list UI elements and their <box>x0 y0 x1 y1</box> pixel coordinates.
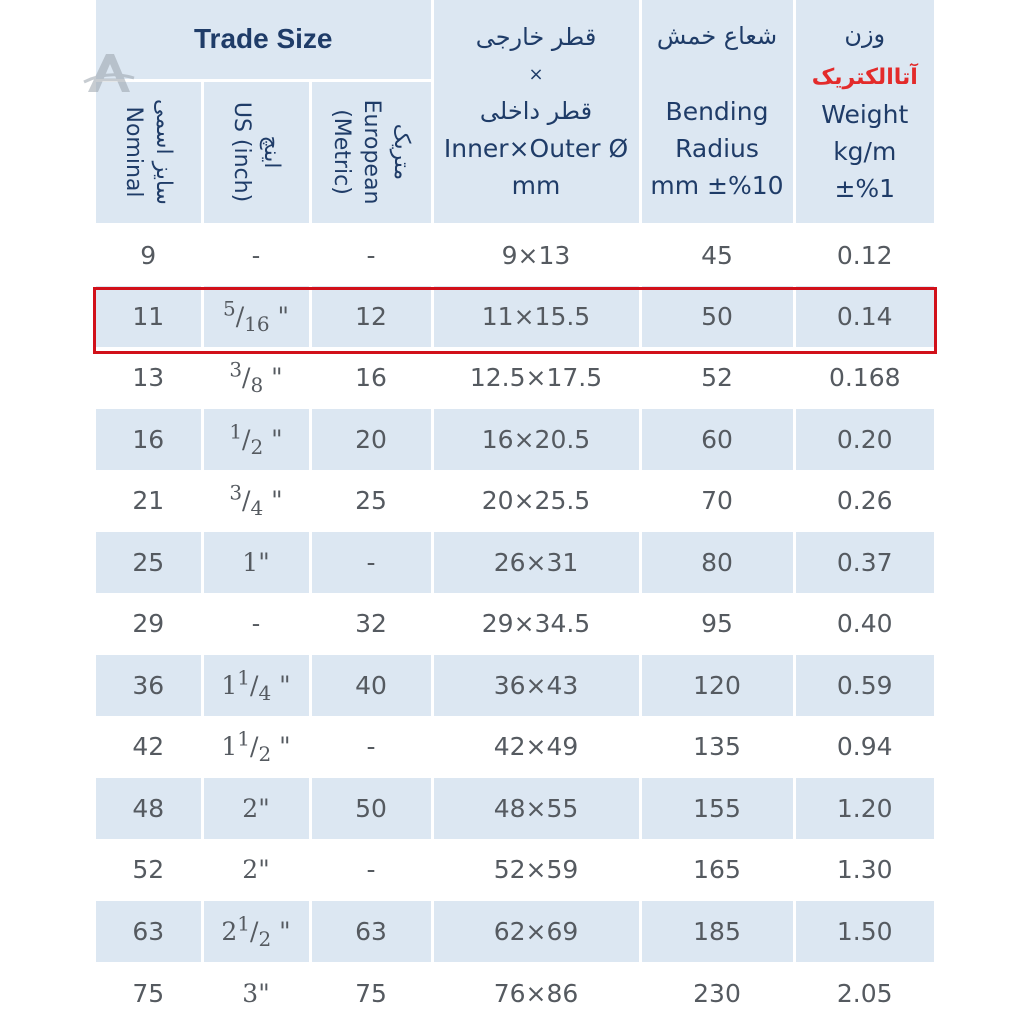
inner-outer-cell: 9×13 <box>432 224 640 286</box>
metric-cell: 16 <box>310 347 432 409</box>
fraction-denominator: 4 <box>258 680 272 705</box>
us-inch-heading <box>202 80 310 224</box>
inner-outer-cell: 11×15.5 <box>432 286 640 348</box>
table-row <box>96 962 934 1024</box>
us-inch-fraction: $1^1/_2$ " <box>221 727 291 767</box>
nominal-cell: 52 <box>96 839 202 901</box>
inner-outer-label: Inner×Outer Ø <box>443 133 629 163</box>
table-row <box>96 409 934 471</box>
metric-cell: - <box>310 224 432 286</box>
nominal-label-fa: سایز اسمی <box>151 99 177 205</box>
us-inch-cell <box>202 470 310 532</box>
us-inch-fraction: $2^1/_2$ " <box>221 911 291 951</box>
european-metric-heading <box>310 80 432 224</box>
bending-radius-cell: 60 <box>640 409 794 471</box>
us-inch-cell <box>202 532 310 594</box>
watermark-logo-icon <box>80 48 138 104</box>
inner-outer-cell: 62×69 <box>432 901 640 963</box>
nominal-cell: 11 <box>96 286 202 348</box>
bending-radius-label-fa: شعاع خمش <box>656 22 778 51</box>
weight-cell: 0.12 <box>794 224 934 286</box>
outer-diameter-label-fa: قطر خارجی <box>475 22 597 51</box>
us-inch-value: 2" <box>242 855 270 885</box>
inner-outer-cell: 36×43 <box>432 655 640 717</box>
us-inch-cell <box>202 962 310 1024</box>
us-inch-fraction: $^5/_{16}$ " <box>222 296 290 336</box>
weight-cell: 0.37 <box>794 532 934 594</box>
us-inch-cell <box>202 286 310 348</box>
us-inch-value: - <box>251 240 261 270</box>
weight-cell: 0.168 <box>794 347 934 409</box>
fraction-denominator: 4 <box>250 496 264 521</box>
diameter-heading <box>432 0 640 224</box>
us-inch-label: US (inch) <box>229 101 254 203</box>
weight-heading <box>794 0 934 224</box>
weight-cell: 2.05 <box>794 962 934 1024</box>
table-row <box>96 593 934 655</box>
bending-radius-cell: 50 <box>640 286 794 348</box>
fraction-numerator: 1 <box>237 911 250 936</box>
us-inch-cell <box>202 901 310 963</box>
weight-unit: kg/m <box>833 136 897 166</box>
fraction-denominator: 16 <box>244 311 270 336</box>
bending-radius-heading <box>640 0 794 224</box>
nominal-cell: 42 <box>96 716 202 778</box>
inner-outer-cell: 48×55 <box>432 778 640 840</box>
metric-cell: 63 <box>310 901 432 963</box>
us-inch-value: 1" <box>242 547 270 577</box>
table-row <box>96 778 934 840</box>
us-inch-cell <box>202 224 310 286</box>
inner-outer-cell: 29×34.5 <box>432 593 640 655</box>
us-inch-cell <box>202 716 310 778</box>
us-inch-value: 3" <box>242 978 270 1008</box>
conduit-spec-table <box>96 0 934 1024</box>
nominal-cell: 63 <box>96 901 202 963</box>
metric-cell: - <box>310 716 432 778</box>
bending-radius-cell: 185 <box>640 901 794 963</box>
spec-sheet <box>96 0 934 1024</box>
table-row <box>96 224 934 286</box>
bending-radius-cell: 230 <box>640 962 794 1024</box>
metric-cell: 25 <box>310 470 432 532</box>
us-inch-fraction: $^1/_2$ " <box>229 419 283 459</box>
fraction-numerator: 5 <box>222 296 236 321</box>
european-label: European <box>359 99 384 205</box>
bending-radius-cell: 165 <box>640 839 794 901</box>
us-inch-label-fa: اینچ <box>259 135 284 169</box>
nominal-cell: 25 <box>96 532 202 594</box>
inner-outer-cell: 42×49 <box>432 716 640 778</box>
bending-radius-unit: mm ±%10 <box>650 171 784 201</box>
bending-radius-cell: 52 <box>640 347 794 409</box>
us-inch-fraction: $^3/_8$ " <box>229 358 283 398</box>
weight-cell: 0.59 <box>794 655 934 717</box>
us-inch-value: - <box>251 609 261 639</box>
fraction-denominator: 2 <box>258 926 272 951</box>
nominal-cell: 16 <box>96 409 202 471</box>
inner-outer-cell: 20×25.5 <box>432 470 640 532</box>
metric-label: (Metric) <box>329 109 354 195</box>
nominal-cell: 21 <box>96 470 202 532</box>
weight-cell: 1.30 <box>794 839 934 901</box>
inner-outer-cell: 76×86 <box>432 962 640 1024</box>
nominal-cell: 75 <box>96 962 202 1024</box>
weight-tolerance: ±%1 <box>834 173 896 203</box>
weight-cell: 0.26 <box>794 470 934 532</box>
weight-cell: 0.94 <box>794 716 934 778</box>
metric-cell: 32 <box>310 593 432 655</box>
table-row <box>96 347 934 409</box>
fraction-denominator: 8 <box>250 373 264 398</box>
weight-cell: 0.14 <box>794 286 934 348</box>
weight-cell: 0.20 <box>794 409 934 471</box>
table-row <box>96 716 934 778</box>
table-body <box>96 224 934 1024</box>
metric-label-fa: متریک <box>389 123 414 181</box>
nominal-cell: 13 <box>96 347 202 409</box>
fraction-numerator: 3 <box>229 481 243 506</box>
table-row <box>96 286 934 348</box>
bending-radius-cell: 155 <box>640 778 794 840</box>
table-row <box>96 532 934 594</box>
bending-radius-cell: 120 <box>640 655 794 717</box>
us-inch-cell <box>202 778 310 840</box>
table-header <box>96 0 934 224</box>
weight-cell: 1.20 <box>794 778 934 840</box>
us-inch-cell <box>202 839 310 901</box>
weight-label-fa: وزن <box>844 19 886 48</box>
table-row <box>96 901 934 963</box>
fraction-numerator: 1 <box>237 665 250 690</box>
fraction-numerator: 1 <box>237 727 250 752</box>
metric-cell: 20 <box>310 409 432 471</box>
weight-cell: 0.40 <box>794 593 934 655</box>
weight-label: Weight <box>821 99 909 129</box>
us-inch-cell <box>202 409 310 471</box>
us-inch-fraction: $1^1/_4$ " <box>221 665 291 705</box>
us-inch-fraction: $^3/_4$ " <box>229 481 283 521</box>
fraction-whole: 2 <box>221 916 238 946</box>
fraction-denominator: 2 <box>250 434 264 459</box>
inner-outer-cell: 26×31 <box>432 532 640 594</box>
bending-radius-cell: 45 <box>640 224 794 286</box>
metric-cell: 50 <box>310 778 432 840</box>
trade-size-heading: Trade Size <box>96 0 432 80</box>
metric-cell: - <box>310 839 432 901</box>
fraction-whole: 1 <box>221 670 238 700</box>
fraction-numerator: 3 <box>229 358 243 383</box>
nominal-cell: 36 <box>96 655 202 717</box>
diameter-unit: mm <box>511 170 561 200</box>
us-inch-cell <box>202 593 310 655</box>
metric-cell: 12 <box>310 286 432 348</box>
brand-logo: آتاالکتریک <box>811 64 918 90</box>
bending-radius-cell: 135 <box>640 716 794 778</box>
fraction-numerator: 1 <box>229 419 243 444</box>
bending-radius-cell: 95 <box>640 593 794 655</box>
table-row <box>96 470 934 532</box>
nominal-label: Nominal <box>121 106 147 198</box>
radius-label: Radius <box>675 134 759 164</box>
times-symbol: × <box>528 63 544 85</box>
nominal-cell: 48 <box>96 778 202 840</box>
inner-outer-cell: 16×20.5 <box>432 409 640 471</box>
inner-outer-cell: 12.5×17.5 <box>432 347 640 409</box>
bending-radius-cell: 70 <box>640 470 794 532</box>
bending-label: Bending <box>665 97 769 127</box>
metric-cell: - <box>310 532 432 594</box>
table-row <box>96 839 934 901</box>
nominal-cell: 29 <box>96 593 202 655</box>
weight-cell: 1.50 <box>794 901 934 963</box>
table-row <box>96 655 934 717</box>
inner-outer-cell: 52×59 <box>432 839 640 901</box>
inner-diameter-label-fa: قطر داخلی <box>479 96 593 125</box>
nominal-cell: 9 <box>96 224 202 286</box>
fraction-whole: 1 <box>221 732 238 762</box>
us-inch-cell <box>202 655 310 717</box>
metric-cell: 75 <box>310 962 432 1024</box>
us-inch-value: 2" <box>242 793 270 823</box>
fraction-denominator: 2 <box>258 742 272 767</box>
metric-cell: 40 <box>310 655 432 717</box>
bending-radius-cell: 80 <box>640 532 794 594</box>
us-inch-cell <box>202 347 310 409</box>
